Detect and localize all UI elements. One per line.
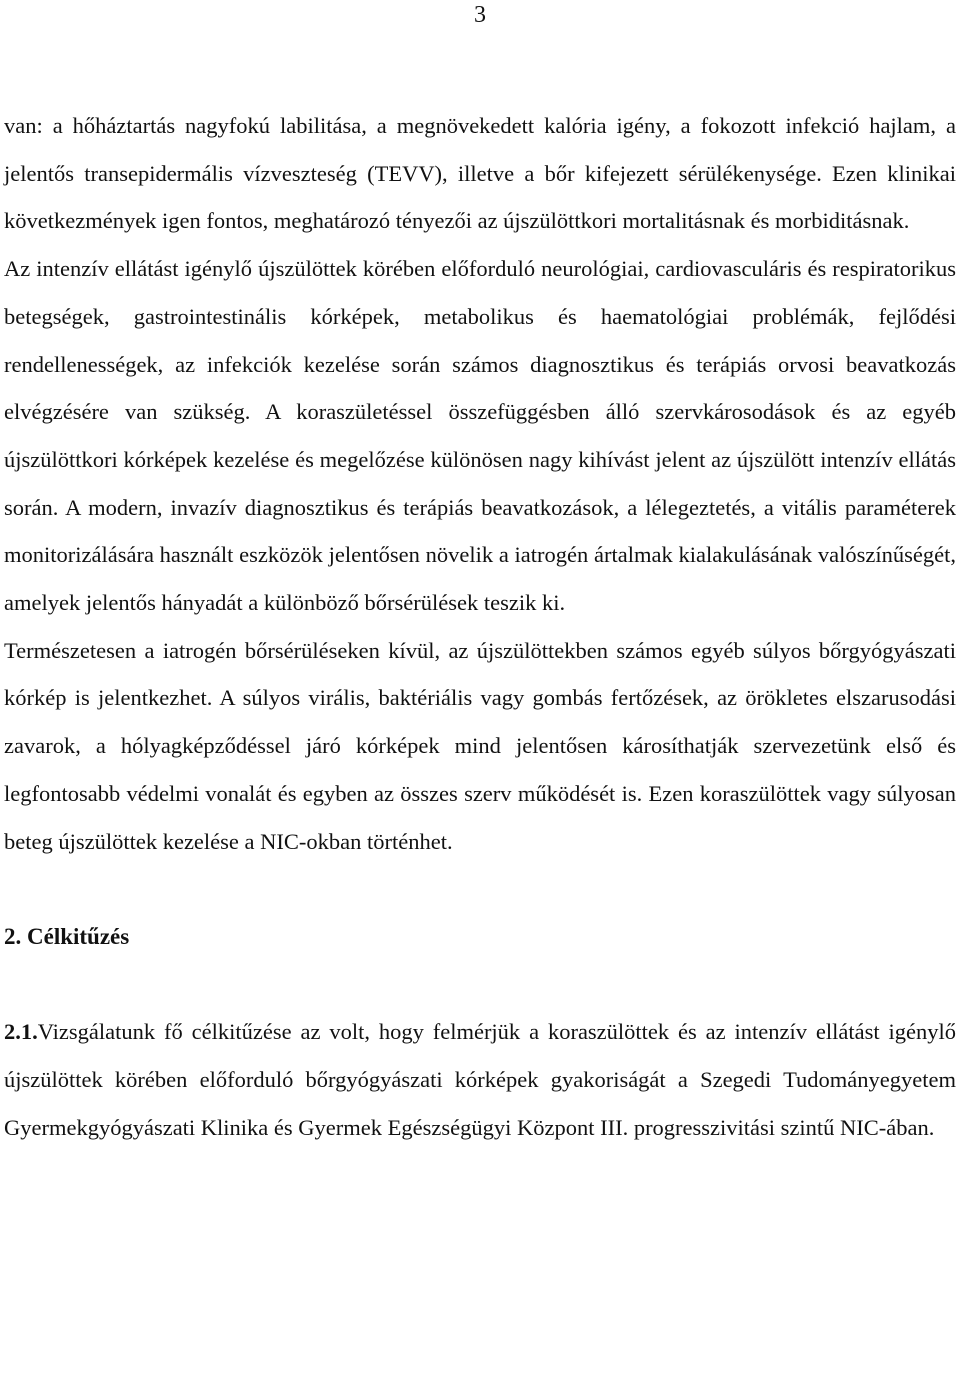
subsection-number: 2.1. <box>4 1019 38 1045</box>
subsection-paragraph <box>4 1008 956 1151</box>
spacer <box>4 961 956 1009</box>
paragraph-interventions: Az intenzív ellátást igénylő újszülöttek körében előforduló neurológiai, cardiovasculáris és respiratorikus betegségek, gastrointestinális kórképek, metabolikus és haematológiai problémák, fejlődési rendellenességek, az infekciók kezelése során számos diagnosztikus és terápiás orvosi beavatkozás elvégzésére van szükség. A koraszületéssel összefüggésben álló szervkárosodások és az egyéb újszülöttkori kórképek kezelése és megelőzése különösen nagy kihívást jelent az újszülött intenzív ellátás során. A modern, invazív diagnosztikus és terápiás beavatkozások, a lélegeztetés, a vitális paraméterek monitorizálására használt eszközök jelentősen növelik a iatrogén ártalmak kialakulásának valószínűségét, amelyek jelentős hányadát a különböző bőrsérülések teszik ki. <box>4 256 956 616</box>
paragraph-intro: van: a hőháztartás nagyfokú labilitása, a megnövekedett kalória igény, a fokozott infekció hajlam, a jelentős transepidermális vízveszteség (TEVV), illetve a bőr kifejezett sérülékenysége. Ezen klinikai következmények igen fontos, meghatározó tényezői az újszülöttkori mortalitásnak és morbiditásnak. <box>4 113 956 234</box>
spacer <box>4 865 956 913</box>
paragraph-skin-disorders: Természetesen a iatrogén bőrsérüléseken kívül, az újszülöttekben számos egyéb súlyos bőrgyógyászati kórkép is jelentkezhet. A súlyos virális, baktériális vagy gombás fertőzések, az örökletes elszarusodási zavarok, a hólyagképződéssel járó kórképek mind jelentősen károsíthatják szervezetünk első és legfontosabb védelmi vonalát és egyben az összes szerv működését is. Ezen koraszülöttek vagy súlyosan beteg újszülöttek kezelése a NIC-okban történhet. <box>4 637 956 854</box>
section-heading: 2. Célkitűzés <box>4 923 130 949</box>
page-number: 3 <box>474 2 486 28</box>
subsection-text: Vizsgálatunk fő célkitűzése az volt, hogy felmérjük a koraszülöttek és az intenzív ellátást igénylő újszülöttek körében előforduló bőrgyógyászati kórképek gyakoriságát a Szegedi Tudományegyetem Gyermekgyógyászati Klinika és Gyermek Egészségügyi Központ III. progresszivitási szintű NIC-ában. <box>4 1019 956 1140</box>
document-body <box>4 102 956 1151</box>
